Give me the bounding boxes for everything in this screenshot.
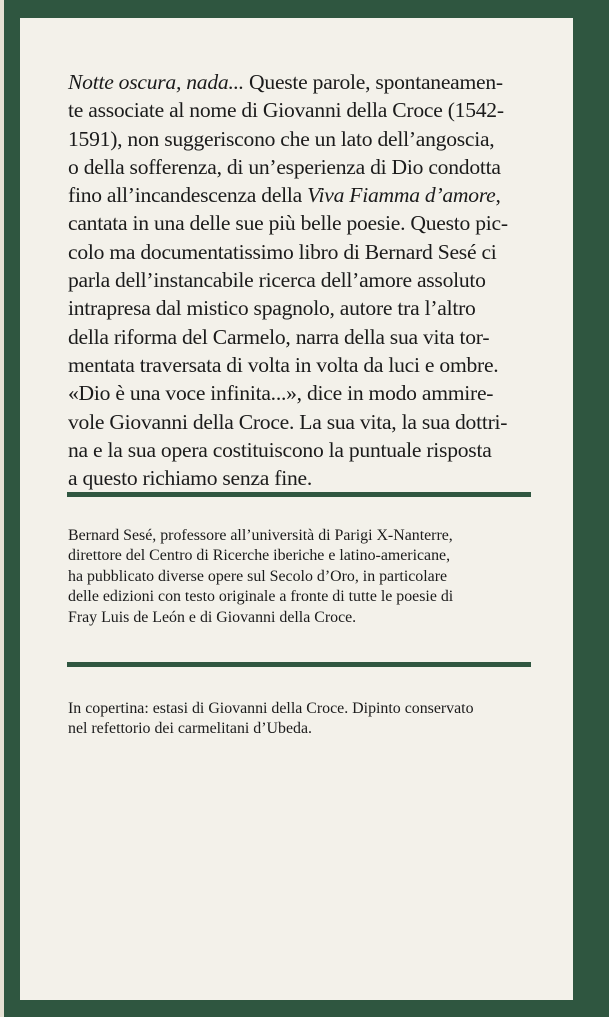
cover-caption xyxy=(68,699,531,740)
back-cover-panel xyxy=(20,18,573,1000)
author-bio xyxy=(68,526,531,628)
bio-line: delle edizioni con testo originale a fronte di tutte le poesie di xyxy=(68,588,454,606)
blurb-line: Notte oscura, nada... Queste parole, spontaneamen- xyxy=(68,70,503,94)
caption-line: In copertina: estasi di Giovanni della Croce. Dipinto conservato xyxy=(68,700,474,717)
blurb-paragraph xyxy=(68,68,528,492)
blurb-line: colo ma documentatissimo libro di Bernard Sesé ci xyxy=(68,239,497,264)
blurb-line: fino all’incandescenza della Viva Fiamma d’amore, xyxy=(68,183,501,208)
blurb-line: 1591), non suggeriscono che un lato dell’angoscia, xyxy=(68,126,495,151)
blurb-line: te associate al nome di Giovanni della Croce (1542- xyxy=(68,98,504,123)
poem-title-italic: Viva Fiamma d’amore xyxy=(307,183,496,208)
section-divider-top xyxy=(67,492,531,497)
blurb-line: mentata traversata di volta in volta da luci e ombre. xyxy=(68,352,499,377)
blurb-line: parla dell’instancabile ricerca dell’amore assoluto xyxy=(68,268,486,293)
blurb-line: della riforma del Carmelo, narra della sua vita tor- xyxy=(68,324,490,349)
bio-line: Fray Luis de León e di Giovanni della Croce. xyxy=(68,608,357,626)
blurb-line: vole Giovanni della Croce. La sua vita, la sua dottri- xyxy=(68,409,508,434)
blurb-line: o della sofferenza, di un’esperienza di Dio condotta xyxy=(68,154,501,179)
section-divider-bottom xyxy=(67,662,531,667)
bio-line: ha pubblicato diverse opere sul Secolo d’Oro, in particolare xyxy=(68,567,448,585)
blurb-line: intrapresa dal mistico spagnolo, autore tra l’altro xyxy=(68,296,476,321)
blurb-line: na e la sua opera costituiscono la puntuale risposta xyxy=(68,437,492,462)
bio-line: direttore del Centro di Ricerche iberiche e latino-americane, xyxy=(68,547,451,565)
blurb-line: a questo richiamo senza fine. xyxy=(68,466,312,491)
cover-left-edge xyxy=(0,0,4,1017)
caption-line: nel refettorio dei carmelitani d’Ubeda. xyxy=(68,720,312,738)
bio-line: Bernard Sesé, professore all’università di Parigi X-Nanterre, xyxy=(68,527,453,544)
blurb-title-italic: Notte oscura, nada... xyxy=(68,70,244,94)
blurb-line: cantata in una delle sue più belle poesie. Questo pic- xyxy=(68,211,508,236)
blurb-line: «Dio è una voce infinita...», dice in modo ammire- xyxy=(68,381,494,406)
